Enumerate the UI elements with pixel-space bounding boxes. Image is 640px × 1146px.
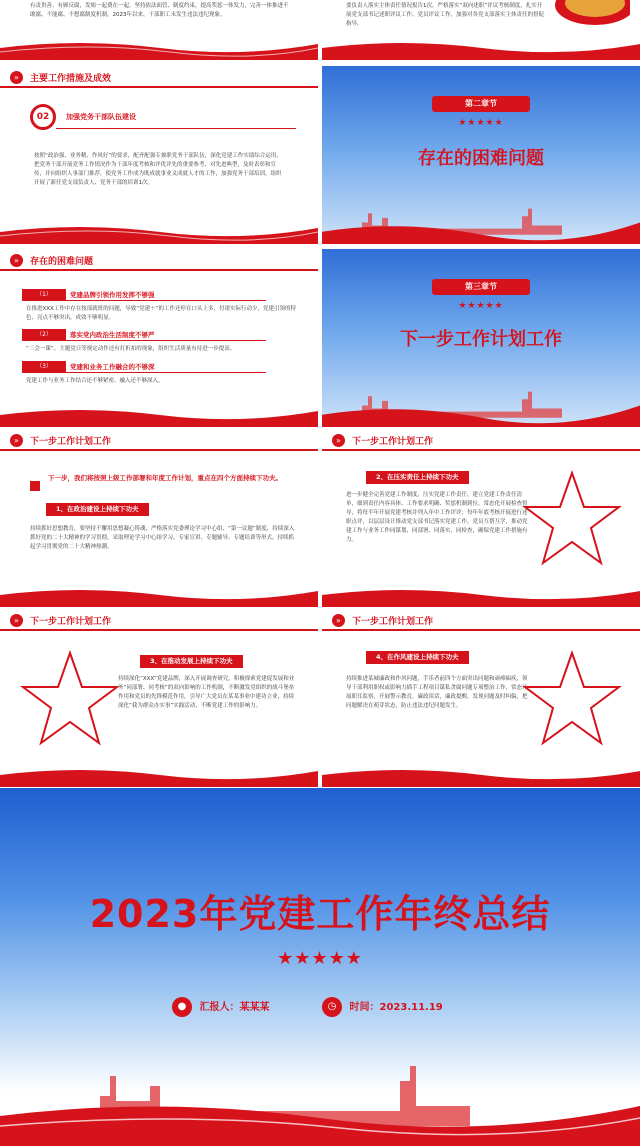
wave-decoration bbox=[0, 401, 318, 427]
header-chevron-icon: » bbox=[332, 614, 345, 627]
slide-4 bbox=[322, 66, 640, 244]
cover-bottom-decoration bbox=[0, 1056, 640, 1146]
problem-text: “三会一课”、主题党日等规定动作还有打折扣的现象，组织生活质量有待进一步提高。 bbox=[26, 346, 236, 352]
intro-marker bbox=[30, 481, 40, 491]
wave-decoration bbox=[0, 34, 318, 60]
problem-label: 党建品牌引领作用发挥不够强 bbox=[66, 289, 266, 301]
slide-5 bbox=[0, 249, 318, 427]
chapter-title: 下一步工作计划工作 bbox=[400, 329, 562, 350]
problem-number: （3） bbox=[22, 361, 66, 373]
wave-decoration bbox=[322, 761, 640, 787]
problem-label: 党建和业务工作融合的不够深 bbox=[66, 361, 266, 373]
slide-header-title: 下一步工作计划工作 bbox=[352, 617, 434, 627]
slide-header-title: 存在的困难问题 bbox=[30, 257, 94, 267]
section-tag: 1、在政治建设上持续下功夫 bbox=[46, 503, 149, 516]
cover-title: 2023年党建工作年终总结 bbox=[89, 892, 551, 936]
slide-header-title: 下一步工作计划工作 bbox=[30, 617, 112, 627]
problem-text: 党建工作与业务工作结合还不够紧密、融入还不够深入。 bbox=[26, 378, 164, 384]
slide-3 bbox=[0, 66, 318, 244]
star-outline-icon bbox=[522, 649, 622, 749]
slide-3-text: 按照“政治强、业务精、作风好”的要求，配齐配强专兼职党务干部队伍，深化党建工作实绩综合运用，把党务干部开展党务工作情况作为干部年度考核和评优评先的重要参考，对先进典型，及时表彰和宣传，并向组织人事部门推荐，使党务工作成为既成就事业又成就人才的工作，加强党务干部培训，组织开展了新任党支部负责人、党务干部的培训1次。 bbox=[34, 153, 282, 186]
star-decoration-icon bbox=[540, 0, 630, 30]
time-text: 时间：2023.11.19 bbox=[349, 1002, 443, 1013]
slide-7 bbox=[0, 429, 318, 607]
city-skyline-decoration bbox=[322, 387, 640, 427]
slide-10 bbox=[322, 609, 640, 787]
star-outline-icon bbox=[20, 649, 120, 749]
wave-decoration bbox=[0, 218, 318, 244]
city-skyline-decoration bbox=[322, 204, 640, 244]
slide-8-text: 进一步健全完善党建工作制度，压实党建工作责任，建立党建工作责任清单，细到责任内容具体、工作要求明确、奖惩机制到位。常态化开展检查督导，将每半年开展党建考核并列入年中工作评评；每年年底考核开展进行述职点评，以层层设计推动党支部书记落实党建工作，党员互帮互学，推动党建工作与业务工作同谋划、同部署、同落实、同检查，确保党建工作措施有力。 bbox=[346, 492, 528, 543]
reporter-text: 汇报人：某某某 bbox=[199, 1002, 270, 1013]
header-chevron-icon: » bbox=[10, 71, 23, 84]
star-outline-icon bbox=[522, 469, 622, 569]
slide-1-text: 有责贵善、有顾反腐，发姐一起费在一起，坚持依法面管、制度约束，提高奖惩一体发力，完善一体推进不敢腐、不能腐、不想腐制度机制，2023年以来，干部职工未发生违法违纪现象。 bbox=[30, 3, 289, 18]
reporter-info bbox=[172, 996, 269, 1020]
chapter-title: 存在的困难问题 bbox=[418, 148, 544, 169]
clock-icon: ◷ bbox=[322, 997, 342, 1017]
intro-text: 下一步，我们将按照上级工作部署和年度工作计划，重点在四个方面持续下功夫。 bbox=[48, 474, 282, 482]
user-icon: ● bbox=[172, 997, 192, 1017]
slide-1 bbox=[0, 0, 318, 60]
chapter-badge: 第二章节 bbox=[432, 96, 530, 112]
header-chevron-icon: » bbox=[10, 434, 23, 447]
slide-header-title: 下一步工作计划工作 bbox=[352, 437, 434, 447]
slide-header-title: 下一步工作计划工作 bbox=[30, 437, 112, 447]
chapter-badge: 第三章节 bbox=[432, 279, 530, 295]
problem-label: 落实党内政治生活制度不够严 bbox=[66, 329, 266, 341]
wave-decoration bbox=[322, 34, 640, 60]
header-chevron-icon: » bbox=[10, 254, 23, 267]
wave-decoration bbox=[322, 581, 640, 607]
slide-9-text: 持续深化“XXX”党建品牌，深入开展调查研究，积极探索党建促发展和业务“同部署、同考核”的双向影响的工作机制，不断激发党组织的战斗堡垒作用和党员的先锋模范作用，引导广大党员在某某事业中建功立业，持续深化“我为群众办实事”实践活动，不断党建工作的影响力。 bbox=[118, 676, 295, 709]
slide-7-text: 持续抓好思想教育，要坚持不懈用思想凝心铸魂，严格落实党委理论学习中心组、“第一议题”制度，持续深入抓好党的二十大精神的学习贯彻，采取理论学习中心组学习、专家宣讲、专题辅导、专题培训等形式，持续抓起学习贯彻党的二十大精神热潮。 bbox=[30, 526, 295, 550]
problem-number: （2） bbox=[22, 329, 66, 341]
header-chevron-icon: » bbox=[10, 614, 23, 627]
slide-6 bbox=[322, 249, 640, 427]
section-tag: 4、在作风建设上持续下功夫 bbox=[366, 651, 469, 664]
cover-stars: ★★★★★ bbox=[277, 948, 363, 969]
section-subtitle: 加强党务干部队伍建设 bbox=[66, 113, 136, 121]
subtitle-underline bbox=[56, 128, 296, 129]
slide-2-text: 要负责人落实主体责任情况报告1次，严格落实“双向述职”评议考核制度，扎实开展党支部书记述职评议工作、党员评议工作，加强对各党支部落实主体责任的督促指导。 bbox=[346, 3, 545, 27]
slide-8 bbox=[322, 429, 640, 607]
section-tag: 2、在压实责任上持续下功夫 bbox=[366, 471, 469, 484]
problem-number: （1） bbox=[22, 289, 66, 301]
stars-row: ★★★★★ bbox=[458, 118, 504, 128]
header-chevron-icon: » bbox=[332, 434, 345, 447]
cover-slide bbox=[0, 788, 640, 1146]
section-tag: 3、在推动发展上持续下功夫 bbox=[140, 655, 243, 668]
slide-9 bbox=[0, 609, 318, 787]
time-info bbox=[322, 996, 443, 1020]
problem-text: 在推进XXX工作中存在按部就班的问题，导致“党建＋”的工作还停在口头上多，付诸实际行动少，党建引领的特色、亮点不够突出，成效不够明显。 bbox=[26, 306, 297, 321]
section-number: 02 bbox=[30, 104, 56, 130]
wave-decoration bbox=[0, 761, 318, 787]
wave-decoration bbox=[0, 581, 318, 607]
stars-row: ★★★★★ bbox=[458, 301, 504, 311]
slide-10-text: 持续推进某城廉政和作风问题，手乐者前四个方面突出问题和顽瘴痼疾，领导干部利用职权或影响力插手工程项目谋私贪腐问题专项整治工作，常态开展职耳监察，开展警示教育，廉政谈话，廉政提醒，发现问题及时纠偏，把问题解决在萌芽状态，防止违法违纪问题发生。 bbox=[346, 676, 528, 709]
slide-header-title: 主要工作措施及成效 bbox=[30, 74, 112, 84]
slide-2 bbox=[322, 0, 640, 60]
